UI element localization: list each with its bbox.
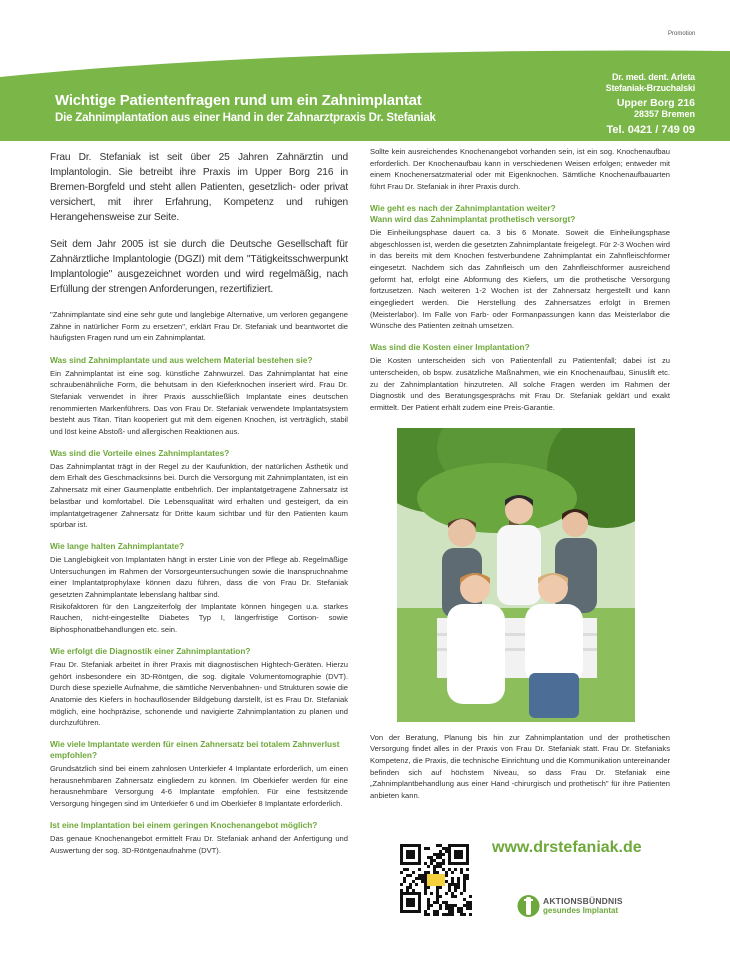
intro-paragraph: Seit dem Jahr 2005 ist sie durch die Deutsche Gesellschaft für Zahnärztliche Implantologie (DGZI) mit dem "Tätigkeitsschwerpunkt Implantologie" ausgezeichnet worden und wird regelmäßig, nach Erfüllung der strengen Anforderungen, rezertifiziert. xyxy=(50,239,348,295)
question-heading: Wie erfolgt die Diagnostik einer Zahnimplantation? xyxy=(50,645,251,656)
question-heading: Wie viele Implantate werden für einen Zahnersatz bei totalem Zahnverlust empfohlen? xyxy=(50,739,340,761)
right-column xyxy=(370,146,670,802)
website-link[interactable]: www.drstefaniak.de xyxy=(492,839,642,856)
answer-paragraph: Frau Dr. Stefaniak arbeitet in ihrer Praxis mit diagnostischen Hightech-Geräten. Hierzu gehört insbesondere ein 3D-Röntgen, die sog. digitale Volumentomographie (DVT). Durch diese spezielle Aufnahme, die sämtliche Nervenbahnen- und Strukturen sowie die Anatomie des Kiefers in hochauflösender Bildgebung darstellt, ist es Frau Dr. Stefaniak möglich, eine hochpräzise, schonende und navigierte Zahnimplantation zu planen und durchzuführen. xyxy=(50,659,348,728)
qr-code[interactable] xyxy=(400,844,472,916)
answer-paragraph: Das genaue Knochenangebot ermittelt Frau Dr. Stefaniak anhand der Anfertigung und Auswertung der sog. 3D-Röntgenaufnahme (DVT). xyxy=(50,833,348,855)
banner-subtitle: Die Zahnimplantation aus einer Hand in der Zahnarztpraxis Dr. Stefaniak xyxy=(55,112,436,124)
phone-number: Tel. 0421 / 749 09 xyxy=(606,124,695,136)
answer-paragraph: Das Zahnimplantat trägt in der Regel zu der Kaufunktion, der natürlichen Ästhetik und dem Erhalt des Geschmacksinns bei. Durch die Versorgung mit Zahnimplantaten, ist ein Zahnersatz mit einer Gaumenplatte entbehrlich. Der implantatgetragene Zahnersatz ist belastbar und komfortabel. Die Lebensqualität wird erhalten und gesteigert, da ein implantatgetragener Zahnersatz für Dritte kaum sichtbar und für den Patienten kaum spürbar ist. xyxy=(50,461,348,530)
contact-block xyxy=(606,72,695,136)
intro-paragraph: Frau Dr. Stefaniak ist seit über 25 Jahren Zahnärztin und Implantologin. Sie betreibt ihre Praxis im Upper Borg 216 in Bremen-Borgfeld und steht allen Patienten, gesetzlich- oder privat versichert, mit ihrer Erfahrung, Kompetenz und ruhigen Herangehensweise zur Seite. xyxy=(50,152,348,223)
address-city: 28357 Bremen xyxy=(633,109,695,119)
answer-paragraph: Die Kosten unterscheiden sich von Patientenfall zu Patientenfall; dabei ist zu unterscheiden, ob bspw. zusätzliche Maßnahmen, wie ein Knochenaufbau, Sinuslift etc. zu der Zahnimplantation hinzutreten. All solche Fragen werden im Rahmen der Diagnostik und des Beratungsgesprächs mit Frau Dr. Stefaniak geklärt und exakt ermittelt. Der Patient erhält zudem eine Preis-Garantie. xyxy=(370,356,670,412)
doctor-name-line2: Stefaniak-Brzuchalski xyxy=(605,83,695,93)
answer-paragraph: Die Langlebigkeit von Implantaten hängt in erster Linie von der Pflege ab. Regelmäßige Untersuchungen im Rahmen der Vorsorgeuntersuchungen sowie die Inanspruchnahme einer Implantatprophylaxe können dazu führen, dass die von Frau Dr. Stefaniak gesetzten Zahnimplantate lebenslang haltbar sind. xyxy=(50,554,348,600)
answer-paragraph: Ein Zahnimplantat ist eine sog. künstliche Zahnwurzel. Das Zahnimplantat hat eine schraubenähnliche Form, die behutsam in den Kieferknochen inseriert wird. Frau Dr. Stefaniak verwendet in ihrer Praxis ausschließlich Implantate eines deutschen renommierten Markenführers. Das von Frau Dr. Stefaniak verwendete Implantatsystem besteht aus Titan. Titan kooperiert gut mit dem eigenen Knochen, ist verträglich, stabil und löst keine Abstoß- und allergischen Reaktionen aus. xyxy=(50,368,348,437)
answer-paragraph: Die Einheilungsphase dauert ca. 3 bis 6 Monate. Soweit die Einheilungsphase abgeschlossen ist, werden die gesetzten Zahnimplantate freigelegt. Für 2-3 Wochen wird in das bereits mit dem Knochen festverbundene Zahnimplantat ein Zahnfleischformer eingesetzt. Nachdem sich das Zahnfleisch um den Zahnfleischformer ausreichend geformt hat, erfolgt eine Abformung des Kiefers, um die prothetische Versorgung fortzusetzen. Nach weiteren 1-2 Wochen ist der Zahnersatz hergestellt und kann eingegliedert werden. Die Herstellung des Zahnersatzes erfolgt in Bremen (Meisterlabor). Im Falle von Farb- oder Formanpassungen kann das Meisterlabor die Wünsche des Patienten zeitnah umsetzen. xyxy=(370,227,670,331)
address-street: Upper Borg 216 xyxy=(616,97,695,109)
badge-line1: AKTIONSBÜNDNIS xyxy=(543,896,623,906)
question-heading: Ist eine Implantation bei einem geringen Knochenangebot möglich? xyxy=(50,819,318,830)
doctor-name-line1: Dr. med. dent. Arleta xyxy=(612,72,695,82)
aktionsbuendnis-logo xyxy=(517,891,623,921)
question-heading: Was sind die Kosten einer Implantation? xyxy=(370,342,530,353)
implant-logo-icon xyxy=(517,891,540,921)
question-heading: Wie lange halten Zahnimplantate? xyxy=(50,540,185,551)
promotion-label: Promotion xyxy=(668,31,696,37)
continuation-paragraph: Sollte kein ausreichendes Knochenangebot vorhanden sein, ist ein sog. Knochenaufbau erforderlich. Der Knochenaufbau kann in verschiedenen Weisen erfolgen; entweder mit einem Knochenersatzmaterial oder mit Eigenknochen. Sämtliche Knochenaufbauarten führt Frau Dr. Stefaniak in ihrer Praxis durch. xyxy=(370,147,670,192)
left-column xyxy=(50,150,348,866)
answer-paragraph: Grundsätzlich sind bei einem zahnlosen Unterkiefer 4 Implantate erforderlich, um einen herausnehmbaren Zahnersatz eingliedern zu können. Im Oberkiefer werden für eine herausnehmbare Versorgung 4-6 Implantate empfohlen. Für eine festsitzende Versorgung hingegen sind im Unterkiefer 6 und im Oberkiefer 8 Implantate erforderlich. xyxy=(50,764,348,809)
photo-caption: Von der Beratung, Planung bis hin zur Zahnimplantation und der prothetischen Versorgung findet alles in der Praxis von Frau Dr. Stefaniak statt. Frau Dr. Stefaniaks Kompetenz, die Praxis, die technische Einrichtung und die Kommunikation untereinander befinden sich auf höchstem Niveau, so dass Frau Dr. Stefaniak eine „Zahnimplantbehandlung aus einer Hand -chirurgisch und prothetisch" für ihre Patienten anbieten kann. xyxy=(370,732,670,801)
team-photo xyxy=(397,428,635,722)
answer-paragraph: Risikofaktoren für den Langzeiterfolg der Implantate können hingegen u.a. starkes Rauchen, nicht-eingestellte Diabetes Typ I, längerfristige Cortison- sowie Biphosphonatbehandlungen etc. sein. xyxy=(50,601,348,635)
question-heading: Wann wird das Zahnimplantat prothetisch versorgt? xyxy=(370,213,576,224)
question-heading: Wie geht es nach der Zahnimplantation weiter? xyxy=(370,202,556,213)
banner-title: Wichtige Patientenfragen rund um ein Zahnimplantat xyxy=(55,92,422,109)
badge-line2: gesundes Implantat xyxy=(543,906,619,915)
question-heading: Was sind die Vorteile eines Zahnimplantates? xyxy=(50,447,230,458)
quote-paragraph: "Zahnimplantate sind eine sehr gute und langlebige Alternative, um verloren gegangene Zähne in natürlicher Form zu ersetzen", erklärt Frau Dr. Stefaniak und beantwortet die häufigsten Fragen rund um ein Zahnimplantat. xyxy=(50,310,348,342)
question-heading: Was sind Zahnimplantate und aus welchem Material bestehen sie? xyxy=(50,354,313,365)
